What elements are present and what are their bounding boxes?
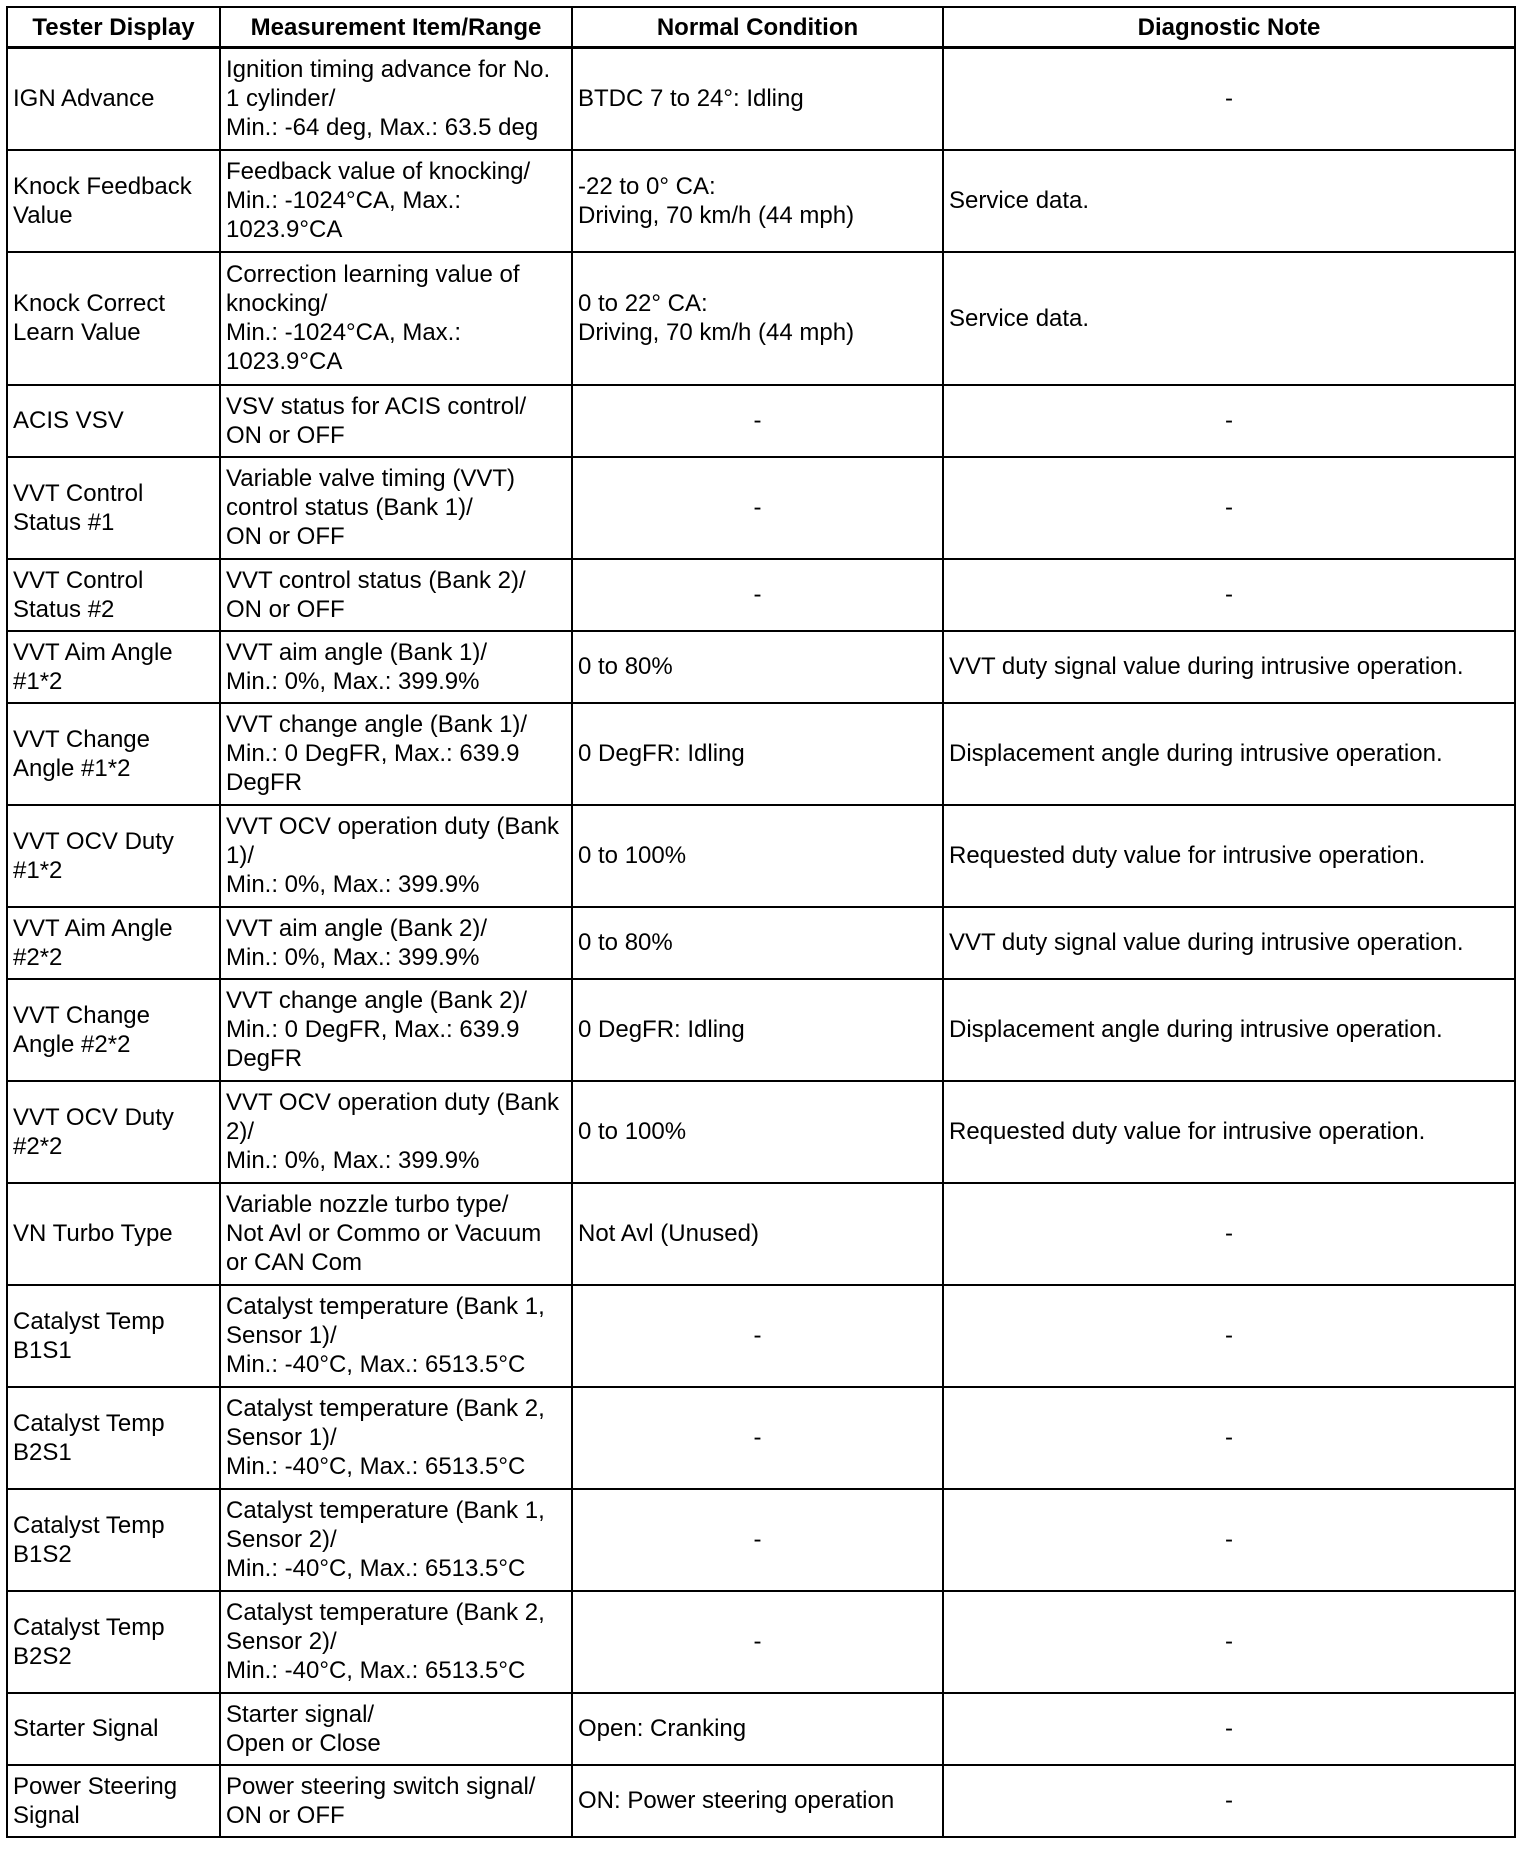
table-row [7,48,1515,150]
measurement-item-cell: VVT change angle (Bank 1)/ Min.: 0 DegFR, Max.: 639.9 DegFR [220,703,572,805]
diagnostic-note-cell: - [943,1387,1515,1489]
header-diagnostic-note: Diagnostic Note [943,7,1515,48]
table-row [7,559,1515,631]
measurement-item-cell: VVT control status (Bank 2)/ ON or OFF [220,559,572,631]
normal-condition-cell: 0 to 80% [572,631,943,703]
diagnostic-data-table [6,6,1516,1838]
table-row [7,457,1515,559]
measurement-item-cell: Variable valve timing (VVT) control status (Bank 1)/ ON or OFF [220,457,572,559]
normal-condition-cell: Not Avl (Unused) [572,1183,943,1285]
measurement-item-cell: Variable nozzle turbo type/ Not Avl or Commo or Vacuum or CAN Com [220,1183,572,1285]
table-row [7,979,1515,1081]
table-row [7,385,1515,457]
tester-display-cell: VVT Aim Angle #1*2 [7,631,220,703]
tester-display-cell: VN Turbo Type [7,1183,220,1285]
normal-condition-cell: BTDC 7 to 24°: Idling [572,48,943,150]
measurement-item-cell: VSV status for ACIS control/ ON or OFF [220,385,572,457]
diagnostic-note-cell: Displacement angle during intrusive operation. [943,979,1515,1081]
diagnostic-note-cell: - [943,1591,1515,1693]
normal-condition-cell: - [572,1285,943,1387]
table-row [7,1387,1515,1489]
tester-display-cell: VVT Change Angle #1*2 [7,703,220,805]
diagnostic-note-cell: - [943,559,1515,631]
measurement-item-cell: VVT aim angle (Bank 2)/ Min.: 0%, Max.: 399.9% [220,907,572,979]
diagnostic-note-cell: Displacement angle during intrusive operation. [943,703,1515,805]
table-row [7,252,1515,385]
table-row [7,150,1515,252]
measurement-item-cell: Catalyst temperature (Bank 1, Sensor 1)/ Min.: -40°C, Max.: 6513.5°C [220,1285,572,1387]
normal-condition-cell: 0 DegFR: Idling [572,703,943,805]
measurement-item-cell: VVT change angle (Bank 2)/ Min.: 0 DegFR, Max.: 639.9 DegFR [220,979,572,1081]
diagnostic-note-cell: Service data. [943,252,1515,385]
normal-condition-cell: - [572,1489,943,1591]
tester-display-cell: Catalyst Temp B1S2 [7,1489,220,1591]
diagnostic-note-cell: - [943,1183,1515,1285]
table-row [7,1765,1515,1837]
table-row [7,1285,1515,1387]
tester-display-cell: Knock Correct Learn Value [7,252,220,385]
tester-display-cell: Catalyst Temp B1S1 [7,1285,220,1387]
measurement-item-cell: VVT aim angle (Bank 1)/ Min.: 0%, Max.: 399.9% [220,631,572,703]
table-row [7,631,1515,703]
tester-display-cell: VVT OCV Duty #1*2 [7,805,220,907]
table-body [7,48,1515,1837]
measurement-item-cell: Feedback value of knocking/ Min.: -1024°CA, Max.: 1023.9°CA [220,150,572,252]
measurement-item-cell: Catalyst temperature (Bank 1, Sensor 2)/ Min.: -40°C, Max.: 6513.5°C [220,1489,572,1591]
tester-display-cell: Power Steering Signal [7,1765,220,1837]
table-row [7,703,1515,805]
diagnostic-note-cell: Requested duty value for intrusive operation. [943,805,1515,907]
table-row [7,907,1515,979]
tester-display-cell: VVT Aim Angle #2*2 [7,907,220,979]
tester-display-cell: Knock Feedback Value [7,150,220,252]
table-row [7,1081,1515,1183]
diagnostic-note-cell: - [943,385,1515,457]
diagnostic-note-cell: Requested duty value for intrusive operation. [943,1081,1515,1183]
normal-condition-cell: - [572,1591,943,1693]
measurement-item-cell: Catalyst temperature (Bank 2, Sensor 1)/ Min.: -40°C, Max.: 6513.5°C [220,1387,572,1489]
diagnostic-note-cell: - [943,1489,1515,1591]
table-row [7,1183,1515,1285]
header-tester-display: Tester Display [7,7,220,48]
table-row [7,1591,1515,1693]
diagnostic-note-cell: VVT duty signal value during intrusive operation. [943,907,1515,979]
normal-condition-cell: 0 to 100% [572,805,943,907]
normal-condition-cell: - [572,559,943,631]
diagnostic-note-cell: - [943,1285,1515,1387]
header-measurement-item: Measurement Item/Range [220,7,572,48]
measurement-item-cell: VVT OCV operation duty (Bank 1)/ Min.: 0%, Max.: 399.9% [220,805,572,907]
normal-condition-cell: - [572,1387,943,1489]
normal-condition-cell: 0 to 80% [572,907,943,979]
measurement-item-cell: VVT OCV operation duty (Bank 2)/ Min.: 0%, Max.: 399.9% [220,1081,572,1183]
diagnostic-note-cell: Service data. [943,150,1515,252]
diagnostic-note-cell: - [943,48,1515,150]
table-row [7,805,1515,907]
normal-condition-cell: -22 to 0° CA: Driving, 70 km/h (44 mph) [572,150,943,252]
diagnostic-note-cell: - [943,1765,1515,1837]
measurement-item-cell: Starter signal/ Open or Close [220,1693,572,1765]
normal-condition-cell: 0 to 100% [572,1081,943,1183]
table-header-row [7,7,1515,48]
measurement-item-cell: Correction learning value of knocking/ Min.: -1024°CA, Max.: 1023.9°CA [220,252,572,385]
tester-display-cell: Starter Signal [7,1693,220,1765]
normal-condition-cell: 0 DegFR: Idling [572,979,943,1081]
tester-display-cell: Catalyst Temp B2S2 [7,1591,220,1693]
normal-condition-cell: ON: Power steering operation [572,1765,943,1837]
measurement-item-cell: Catalyst temperature (Bank 2, Sensor 2)/ Min.: -40°C, Max.: 6513.5°C [220,1591,572,1693]
header-normal-condition: Normal Condition [572,7,943,48]
normal-condition-cell: 0 to 22° CA: Driving, 70 km/h (44 mph) [572,252,943,385]
tester-display-cell: VVT Control Status #2 [7,559,220,631]
tester-display-cell: VVT OCV Duty #2*2 [7,1081,220,1183]
tester-display-cell: VVT Change Angle #2*2 [7,979,220,1081]
tester-display-cell: Catalyst Temp B2S1 [7,1387,220,1489]
normal-condition-cell: - [572,457,943,559]
table-row [7,1693,1515,1765]
tester-display-cell: IGN Advance [7,48,220,150]
diagnostic-note-cell: - [943,457,1515,559]
table-row [7,1489,1515,1591]
measurement-item-cell: Ignition timing advance for No. 1 cylinder/ Min.: -64 deg, Max.: 63.5 deg [220,48,572,150]
normal-condition-cell: Open: Cranking [572,1693,943,1765]
tester-display-cell: ACIS VSV [7,385,220,457]
tester-display-cell: VVT Control Status #1 [7,457,220,559]
diagnostic-note-cell: - [943,1693,1515,1765]
measurement-item-cell: Power steering switch signal/ ON or OFF [220,1765,572,1837]
normal-condition-cell: - [572,385,943,457]
diagnostic-note-cell: VVT duty signal value during intrusive operation. [943,631,1515,703]
